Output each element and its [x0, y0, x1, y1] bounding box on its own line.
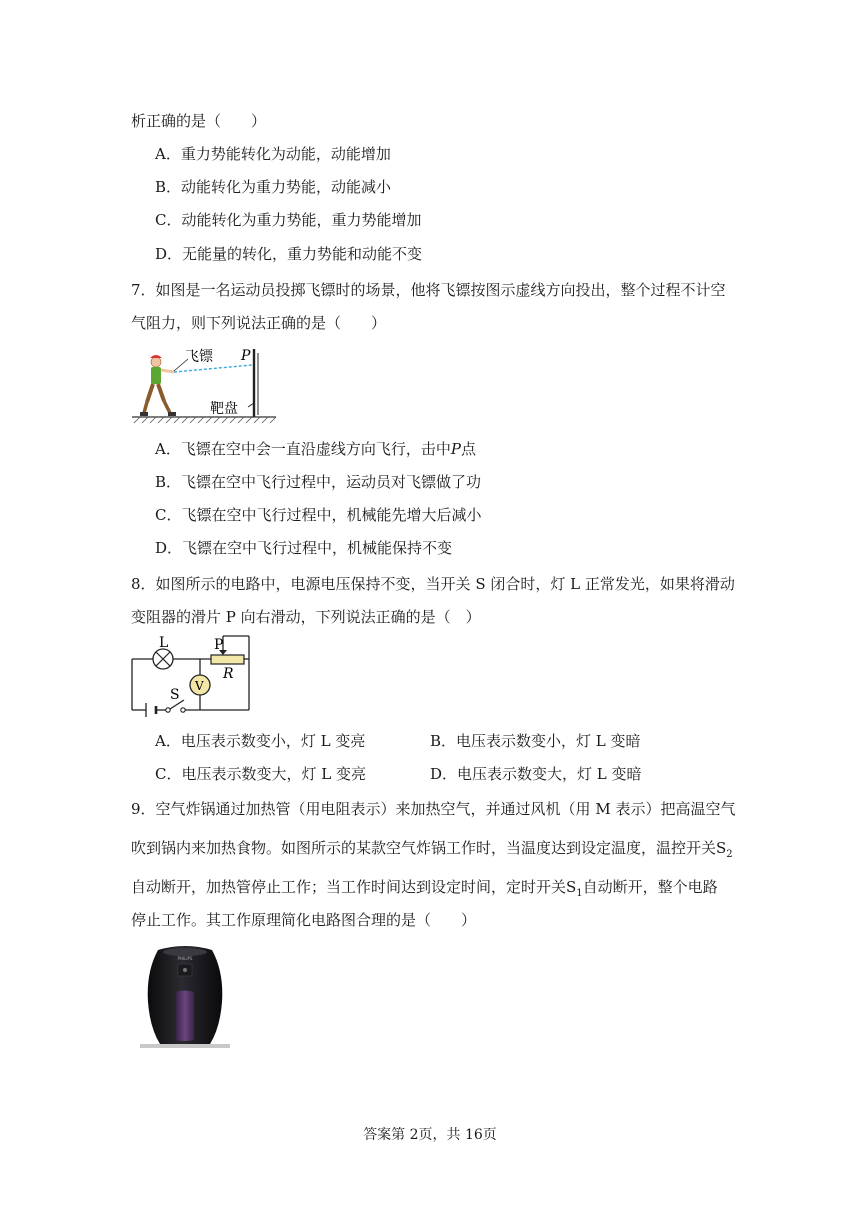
lamp-label: L: [159, 635, 169, 651]
voltmeter-label: V: [195, 679, 204, 693]
q6-tail: 析正确的是（ ）: [131, 112, 267, 130]
q8-option-a: A．电压表示数变小，灯 L 变亮: [155, 732, 366, 750]
dart-label: 飞镖: [185, 349, 213, 365]
q8-option-b: B．电压表示数变小，灯 L 变暗: [430, 732, 641, 750]
slider-label: P: [214, 637, 224, 653]
circuit-figure-q8: [128, 632, 256, 718]
resistor-label: R: [223, 666, 234, 682]
lamp-symbol: [153, 649, 173, 669]
page-footer: 答案第 2页，共 16页: [363, 1127, 497, 1143]
q6-option-a: A．重力势能转化为动能，动能增加: [155, 145, 391, 163]
rheostat-symbol: [211, 655, 244, 664]
q9-stem-line4: 停止工作。其工作原理简化电路图合理的是（ ）: [131, 911, 477, 929]
board-label: 靶盘: [210, 401, 238, 417]
q8-option-d: D．电压表示数变大，灯 L 变暗: [430, 765, 642, 783]
dart-trajectory: [174, 365, 252, 372]
q9-stem-line2: 吹到锅内来加热食物。如图所示的某款空气炸锅工作时，当温度达到设定温度，温控开关$S_2$: [131, 839, 733, 860]
q8-option-c: C．电压表示数变大，灯 L 变亮: [155, 765, 366, 783]
q7-option-a: A．飞镖在空中会一直沿虚线方向飞行，击中P点: [155, 440, 476, 458]
athlete-figure: [140, 355, 176, 416]
brand-logo: PHILIPS: [177, 956, 193, 961]
switch-label: S: [170, 687, 180, 703]
air-fryer-photo: [140, 942, 230, 1048]
q7-option-d: D．飞镖在空中飞行过程中，机械能保持不变: [155, 539, 453, 557]
q7-stem-line2: 气阻力，则下列说法正确的是（ ）: [131, 314, 387, 332]
q6-option-c: C．动能转化为重力势能，重力势能增加: [155, 211, 422, 229]
q6-option-d: D．无能量的转化，重力势能和动能不变: [155, 245, 423, 263]
q8-stem-line2: 变阻器的滑片 P 向右滑动，下列说法正确的是（ ）: [131, 608, 481, 626]
q8-stem-line1: 8．如图所示的电路中，电源电压保持不变，当开关 S 闭合时，灯 L 正常发光，如果将滑动: [131, 575, 735, 593]
q7-option-c: C．飞镖在空中飞行过程中，机械能先增大后减小: [155, 506, 482, 524]
q7-stem-line1: 7．如图是一名运动员投掷飞镖时的场景，他将飞镖按图示虚线方向投出，整个过程不计空: [131, 281, 726, 299]
point-p-label: P: [241, 348, 251, 364]
ground-hatching: [134, 417, 276, 423]
q9-stem-line3: 自动断开，加热管停止工作；当工作时间达到设定时间，定时开关$S_1$自动断开，整个电路: [131, 878, 718, 899]
q9-stem-line1: 9．空气炸锅通过加热管（用电阻表示）来加热空气，并通过风机（用 M 表示）把高温空气: [131, 800, 736, 818]
switch-symbol: [166, 708, 170, 712]
dart-throw-figure: [130, 343, 280, 425]
q7-option-b: B．飞镖在空中飞行过程中，运动员对飞镖做了功: [155, 473, 482, 491]
q6-option-b: B．动能转化为重力势能，动能减小: [155, 178, 392, 196]
